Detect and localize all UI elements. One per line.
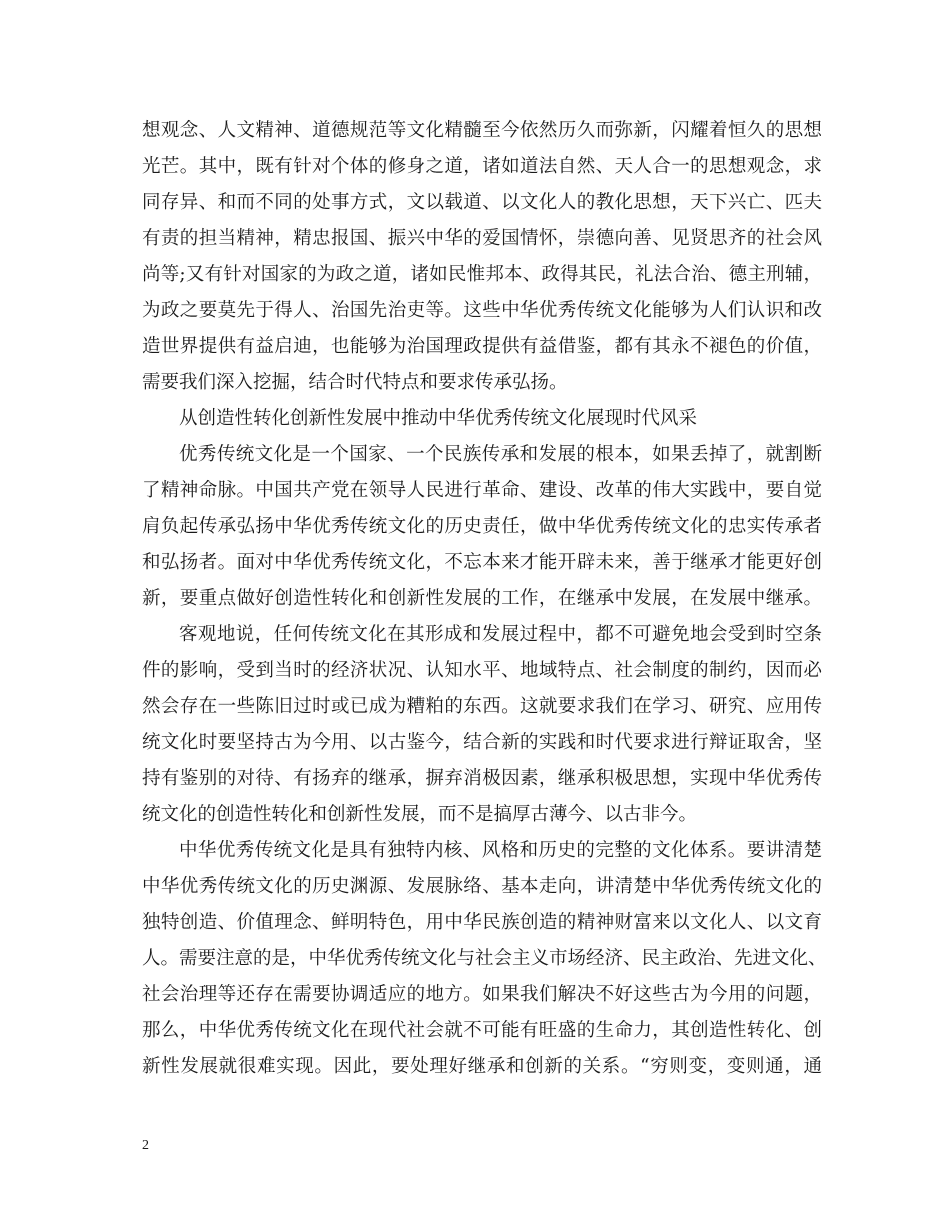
body-text-line: 尚等;又有针对国家的为政之道，诸如民惟邦本、政得其民，礼法合治、德主刑辅， [142,264,822,285]
body-text-line: 客观地说，任何传统文化在其形成和发展过程中，都不可避免地会受到时空条 [179,624,822,645]
body-text-line: 新性发展就很难实现。因此，要处理好继承和创新的关系。“穷则变，变则通，通 [142,1056,822,1077]
body-text-line: 需要我们深入挖掘，结合时代特点和要求传承弘扬。 [142,372,568,393]
body-text-line: 统文化的创造性转化和创新性发展，而不是搞厚古薄今、以古非今。 [142,804,698,825]
body-text-line: 中华优秀传统文化是具有独特内核、风格和历史的完整的文化体系。要讲清楚 [179,840,822,861]
body-text-line: 肩负起传承弘扬中华优秀传统文化的历史责任，做中华优秀传统文化的忠实传承者 [142,516,822,537]
body-text-line: 为政之要莫先于得人、治国先治吏等。这些中华优秀传统文化能够为人们认识和改 [142,300,822,321]
body-text-line: 造世界提供有益启迪，也能够为治国理政提供有益借鉴，都有其永不褪色的价值， [142,336,822,357]
body-text-line: 有责的担当精神，精忠报国、振兴中华的爱国情怀，崇德向善、见贤思齐的社会风 [142,228,822,249]
body-text-line: 统文化时要坚持古为今用、以古鉴今，结合新的实践和时代要求进行辩证取舍，坚 [142,732,822,753]
body-text-line: 同存异、和而不同的处事方式，文以载道、以文化人的教化思想，天下兴亡、匹夫 [142,192,822,213]
body-text-line: 优秀传统文化是一个国家、一个民族传承和发展的根本，如果丢掉了，就割断 [179,444,822,465]
body-text-line: 新，要重点做好创造性转化和创新性发展的工作，在继承中发展，在发展中继承。 [142,588,822,609]
body-text-line: 和弘扬者。面对中华优秀传统文化，不忘本来才能开辟未来，善于继承才能更好创 [142,552,822,573]
body-text-line: 件的影响，受到当时的经济状况、认知水平、地域特点、社会制度的制约，因而必 [142,660,822,681]
body-text-line: 社会治理等还存在需要协调适应的地方。如果我们解决不好这些古为今用的问题， [142,984,822,1005]
body-text-line: 想观念、人文精神、道德规范等文化精髓至今依然历久而弥新，闪耀着恒久的思想 [142,120,822,141]
body-text-line: 独特创造、价值理念、鲜明特色，用中华民族创造的精神财富来以文化人、以文育 [142,912,822,933]
body-text-line: 了精神命脉。中国共产党在领导人民进行革命、建设、改革的伟大实践中，要自觉 [142,480,822,501]
body-text-line: 然会存在一些陈旧过时或已成为糟粕的东西。这就要求我们在学习、研究、应用传 [142,696,822,717]
body-text-line: 持有鉴别的对待、有扬弃的继承，摒弃消极因素，继承积极思想，实现中华优秀传 [142,768,822,789]
page-number: 2 [142,1138,149,1153]
body-text-line: 中华优秀传统文化的历史渊源、发展脉络、基本走向，讲清楚中华优秀传统文化的 [142,876,822,897]
body-text-line: 光芒。其中，既有针对个体的修身之道，诸如道法自然、天人合一的思想观念，求 [142,156,822,177]
body-text-line: 那么，中华优秀传统文化在现代社会就不可能有旺盛的生命力，其创造性转化、创 [142,1020,822,1041]
section-heading: 从创造性转化创新性发展中推动中华优秀传统文化展现时代风采 [179,408,698,429]
body-text-line: 人。需要注意的是，中华优秀传统文化与社会主义市场经济、民主政治、先进文化、 [142,948,827,969]
